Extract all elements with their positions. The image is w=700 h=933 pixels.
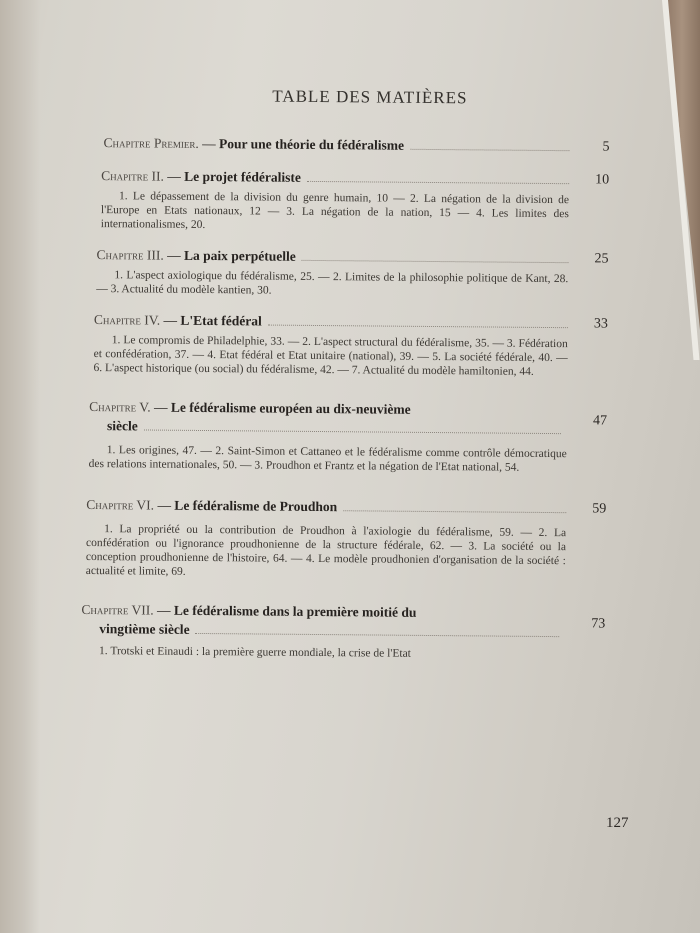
chapter-label: Chapitre VI. bbox=[86, 496, 155, 513]
chapter-title: La paix perpétuelle bbox=[183, 247, 296, 264]
chapter-sections: 1. L'aspect axiologique du fédéralisme, 25. — 2. Limites de la philosophie politique de Kant, 28. — 3. Actualité du modèle kantien, 30. bbox=[96, 269, 569, 297]
chapter-label: Chapitre V. bbox=[89, 399, 151, 415]
dash: — bbox=[167, 247, 181, 263]
chapter-page: 33 bbox=[593, 316, 608, 332]
dash: — bbox=[202, 135, 216, 152]
dot-leader bbox=[196, 633, 560, 637]
dash: — bbox=[157, 497, 172, 513]
toc-chapter-1 bbox=[103, 133, 609, 156]
chapter-title-line-2: vingtième siècle bbox=[99, 621, 190, 637]
dot-leader bbox=[410, 149, 570, 151]
chapter-sections: 1. Trotski et Einaudi : la première guerre mondiale, la crise de l'Etat bbox=[99, 645, 411, 660]
dash: — bbox=[167, 168, 181, 184]
toc-chapter-5 bbox=[89, 397, 608, 476]
chapter-sections: 1. Les origines, 47. — 2. Saint-Simon et Cattaneo et le fédéralisme comme contrôle démocratique des relations internationales, 50. — 3. Proudhon et Frantz et la négation de l'Etat national, 54. bbox=[88, 444, 567, 474]
chapter-page: 10 bbox=[595, 172, 610, 188]
page-title: TABLE DES MATIÈRES bbox=[272, 86, 468, 108]
chapter-title: Le projet fédéraliste bbox=[184, 168, 301, 185]
chapter-label: Chapitre III. bbox=[96, 247, 164, 263]
dot-leader bbox=[343, 510, 566, 513]
dash: — bbox=[154, 399, 168, 415]
toc-chapter-3 bbox=[96, 245, 608, 300]
table-of-contents bbox=[81, 85, 610, 677]
dot-leader bbox=[144, 429, 561, 434]
chapter-page: 47 bbox=[593, 413, 608, 429]
chapter-sections: 1. Le dépassement de la division du genre humain, 10 — 2. La négation de la division de l'Europe en Etats nationaux, 12 — 3. La négation de la nation, 15 — 4. Les limites des internationalismes, 20. bbox=[100, 190, 570, 232]
chapter-title-line-2: siècle bbox=[106, 418, 138, 434]
chapter-title: Pour une théorie du fédéralisme bbox=[218, 136, 405, 153]
toc-chapter-2 bbox=[101, 166, 610, 235]
chapter-title-line-1: Le fédéralisme dans la première moitié du bbox=[173, 602, 417, 620]
dot-leader bbox=[302, 260, 569, 263]
toc-chapter-6 bbox=[86, 495, 607, 583]
page-number: 127 bbox=[606, 815, 629, 831]
chapter-page: 59 bbox=[592, 501, 607, 517]
chapter-label: Chapitre IV. bbox=[93, 312, 161, 328]
chapter-title: Le fédéralisme de Proudhon bbox=[174, 497, 338, 515]
toc-chapter-4 bbox=[93, 310, 608, 379]
chapter-page: 25 bbox=[594, 251, 609, 267]
chapter-title: L'Etat fédéral bbox=[180, 312, 262, 329]
chapter-label: Chapitre Premier. bbox=[103, 135, 199, 151]
chapter-sections: 1. Le compromis de Philadelphie, 33. — 2. L'aspect structural du fédéralisme, 35. — 3. Fédération et confédération, 37. — 4. Etat fédéral et Etat unitaire (national), 39. — 5. La société fédérale, 40. — 6. L'aspect historique (ou social) du fédéralisme, 42. — 7. Actualité du modèle hamiltonien, 44. bbox=[93, 334, 568, 378]
chapter-title-line-1: Le fédéralisme européen au dix-neuvième bbox=[170, 399, 411, 417]
toc-chapter-7 bbox=[81, 600, 605, 663]
dash: — bbox=[156, 602, 171, 618]
chapter-page: 5 bbox=[602, 139, 610, 155]
dot-leader bbox=[307, 181, 569, 184]
dash: — bbox=[163, 312, 178, 328]
dot-leader bbox=[268, 325, 568, 329]
chapter-label: Chapitre II. bbox=[101, 168, 165, 184]
chapter-sections: 1. La propriété ou la contribution de Proudhon à l'axiologie du fédéralisme, 59. — 2. La confédération ou l'ignorance proudhonienne de la structure fédérale, 62. — 3. La société ou la conception proudhonienne de l'histoire, 64. — 4. Le modèle proudhonien d'organisation de la société : actualité et limite, 69. bbox=[85, 523, 567, 578]
chapter-label: Chapitre VII. bbox=[81, 601, 154, 618]
chapter-page: 73 bbox=[591, 616, 606, 632]
